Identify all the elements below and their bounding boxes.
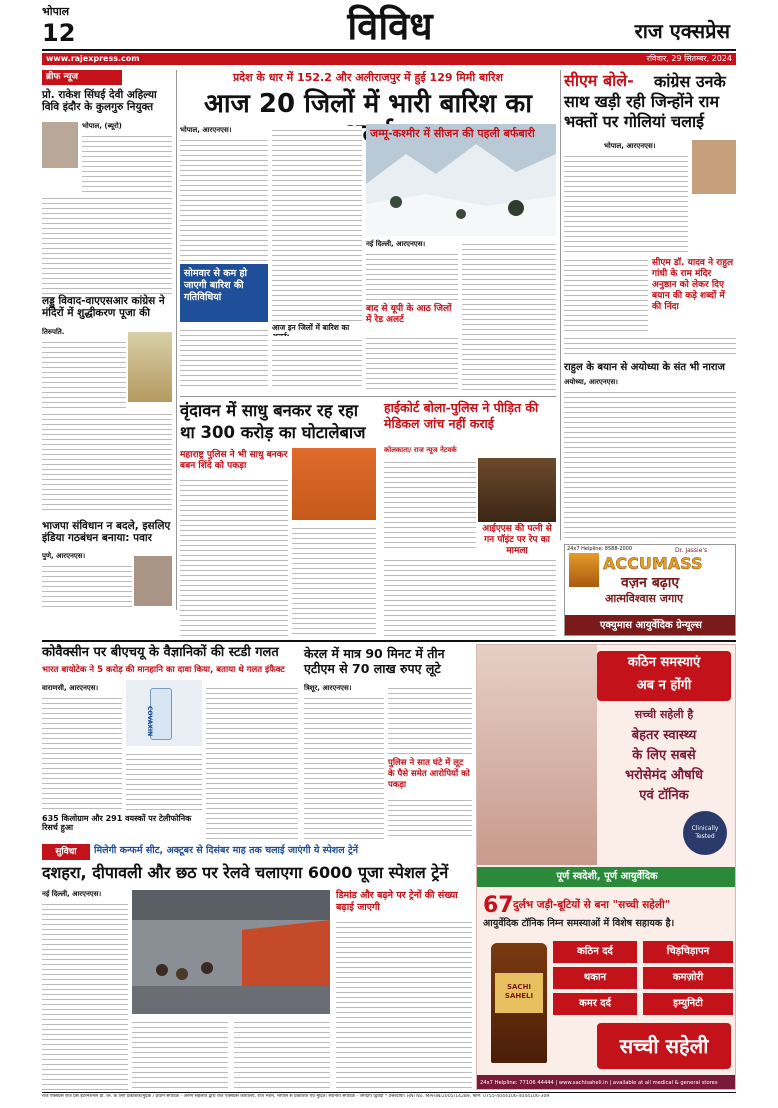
brief-story-1-body-2 [42,194,172,294]
kerala-body-3 [388,796,472,840]
saheli-logo-box [597,1023,731,1069]
lead-body-3 [180,326,268,390]
covaxin-note: 635 किलोग्राम और 291 वयस्कों पर टेलीफोनिक रिसर्च हुआ [42,814,192,833]
cm-story [564,70,736,540]
mid-text: दुर्लभ जड़ी-बूटियों से बना "सच्ची सहेली" [513,899,671,911]
covaxin-body-1 [42,694,122,812]
masthead [0,0,778,66]
hc-story [384,400,556,636]
lead-body-2 [272,126,362,322]
brief-label-text: ब्रीफ न्यूज [46,72,79,82]
covaxin-body-3 [206,684,298,840]
vrindavan-headline: वृंदावन में साधु बनकर रह रहा था 300 करोड़ का घोटालेबाज [180,401,366,442]
accumass-company: एक्युमास आयुर्वेदिक ग्रेन्यूल्स [600,620,702,631]
brief-story-2-place: तिरुपति. [42,328,65,336]
bottle-label [495,973,543,1013]
ailment-3 [553,967,637,989]
ailment-5 [553,993,637,1015]
portrait-photo [42,122,78,168]
accumass-tagline: आत्मविश्वास जगाए [605,592,684,605]
lead-byline: भोपाल, आरएनएस। [180,126,232,134]
lead-box-text: सोमवार से कम हो जाएगी बारिश की गतिविधियां [184,268,248,303]
brief-story-2-title: लड्डू विवाद-वाएएसआर कांग्रेस ने मंदिरों में शुद्धीकरण पूजा की [42,295,165,320]
top-banner [597,651,731,701]
section-title: विविध [347,3,433,48]
train-photo [132,890,330,1014]
top-line-1: कठिन समस्याएं [627,655,701,670]
accumass-company-band [565,615,736,636]
cm-photo [692,140,736,194]
saheli-footer-text: 24x7 Helpline: 77106 44444 | www.sachisaheli.in | available at all medical & general stores [480,1080,718,1086]
sadhu-photo [292,448,376,520]
paper-name: राज एक्सप्रेस [634,19,730,43]
covaxin-story [42,644,298,840]
hc-headline: हाईकोर्ट बोला-पुलिस ने पीड़ित की मेडिकल जांच नहीं कराई [384,400,539,431]
page-number: 12 [42,19,76,47]
accumass-ad[interactable] [564,544,736,636]
hc-body-1 [384,458,476,552]
accumass-tagline-big: वज़न बढ़ाए [621,575,680,591]
mid-text-2: आयुर्वेदिक टॉनिक निम्न समस्याओं में विशेष सहायक है। [483,918,675,929]
cm-kicker: सीएम बोले- [564,71,634,90]
ailment-6-text: इम्युनिटी [673,998,703,1009]
band-text: पूर्ण स्वदेशी, पूर्ण आयुर्वेदिक [556,871,658,882]
vial [150,688,172,740]
saheli-footer [477,1075,736,1090]
masthead-rule [42,49,736,51]
brief-story-1-place: भोपाल, (ब्यूरो) [82,122,122,130]
col-divider [560,70,561,540]
lead-headline: आज 20 जिलों में भारी बारिश का [203,89,532,119]
bottle-text: SACHI SAHELI [504,983,534,1000]
hr [180,396,556,397]
snow-photo [366,124,556,236]
issue-date: रविवार, 29 सितम्बर, 2024 [646,54,732,63]
brief-story-2-body-2 [42,410,172,514]
claim-4: भरोसेमंद औषधि [625,768,703,783]
ailment-5-text: कमर दर्द [579,998,611,1009]
imprint: राज एक्सप्रेस राज प्रेस इंटरनेशनल प्रा. लि. के लिए प्रकाशक/मुद्रक / प्रधान संपादक - अरुण सहलोत द्वारा राज एक्सप्रेस कार्यालय, राज भवन, भोपाल से प्रकाशित एवं मुद्रित। स्थानीय संपादक - जगदीप द्विवेदी * उत्तरदायी। RNI No. MPHIN/2005/14289, फोन: 0755-4044106-4044106-309 [42,1094,550,1099]
lead-box [180,264,268,322]
suvidha-label-text: सुविधा [55,847,77,857]
website-strip [42,53,736,65]
accumass-maker: Dr. Jassie's [675,547,708,554]
imprint-rule [42,1092,736,1093]
gavel-photo [478,458,556,522]
website-link[interactable]: www.rajexpress.com [46,54,140,63]
suvidha-label [42,844,90,860]
clinically-badge [683,811,727,855]
mid-count: 67 [483,893,514,918]
kerala-body-2 [388,684,472,756]
covaxin-vial-photo [126,680,202,746]
snow-photo-caption: जम्मू-कश्मीर में सीजन की पहली बर्फबारी [370,127,535,140]
vrindavan-body-2 [292,524,376,636]
ailment-3-text: थकान [583,972,607,983]
covaxin-sub: भारत बायोटेक ने 5 करोड़ की मानहानि का दावा किया, बताया थे गलत इंफैक्ट [42,665,285,675]
cm-headline: कांग्रेस उनके साथ खड़ी रही जिन्होंने राम भक्तों पर गोलियां चलाई [564,72,726,131]
hr-thick [42,640,736,642]
jk-body-1 [366,250,458,302]
city-label: भोपाल [42,5,70,18]
pawar-photo [134,556,172,606]
brief-label [42,70,122,85]
ailment-2-text: चिड़चिड़ापन [666,946,710,957]
kerala-byline: त्रिशूर, आरएनएस। [304,684,352,692]
claim-2: बेहतर स्वास्थ्य [631,728,697,743]
brief-story-3-title: भाजपा संविधान न बदले, इसलिए इंडिया गठबंधन बनाया: पवार [42,520,171,545]
kerala-story [304,644,472,840]
saheli-logo: सच्ची सहेली [619,1034,709,1058]
covaxin-body-2 [126,750,202,812]
band [477,867,736,887]
brief-story-3-body [42,562,132,608]
cm-story-2-place: अयोध्या, आरएनएस। [564,378,618,386]
kerala-box: पुलिस ने सात घंटे में लूट के पैसे समेत आरोपियों को पकड़ा [388,758,470,790]
suvidha-body-2 [132,1018,228,1090]
suvidha-kicker: मिलेगी कन्फर्म सीट, अक्टूबर से दिसंबर माह तक चलाई जाएंगी ये स्पेशल ट्रेनें [94,845,359,856]
claim-1: सच्ची सहेली है [634,708,694,721]
suvidha-body-4 [336,918,472,1090]
suvidha-box: डिमांड और बढ़ने पर ट्रेनों की संख्या बढ़ाई जाएगी [336,890,458,913]
ailment-4 [643,967,733,989]
accumass-helpline: 24x7 Helpline: 8588-2000 [567,546,633,552]
train-station [132,890,330,1014]
ailment-1 [553,941,637,963]
brief-story-3-place: पुणे, आरएनएस। [42,552,86,560]
top-line-2: अब न होंगी [636,678,692,693]
suvidha-headline: दशहरा, दीपावली और छठ पर रेलवे चलाएगा 6000 पूजा स्पेशल ट्रेनें [42,863,449,882]
suvidha-story [42,844,472,1090]
jk-body-3 [462,240,556,390]
jk-byline: नई दिल्ली, आरएनएस। [366,240,426,248]
model-photo [477,645,597,865]
badge-text: Clinically Tested [691,825,719,840]
vrindavan-story [180,400,376,636]
lead-kicker: प्रदेश के धार में 152.2 और अलीराजपुर में हुई 129 मिमी बारिश [233,71,503,84]
cm-body-1 [564,152,688,252]
temple-photo [128,332,172,402]
lead-subhead: आज इन जिलों में बारिश का [272,323,350,332]
cm-body-3 [564,334,736,358]
col-divider [176,70,177,610]
jk-box [366,304,458,332]
bottle [491,943,547,1063]
vrindavan-body-1 [180,476,288,636]
jk-box-text: बाद से यूपी के आठ जिलों में रेड अलर्ट [366,304,452,325]
claim-3: के लिए सबसे [632,748,696,763]
cm-byline: भोपाल, आरएनएस। [604,142,656,150]
suvidha-byline: नई दिल्ली, आरएनएस। [42,890,102,898]
brief-news-column [42,70,172,610]
ailment-1-text: कठिन दर्द [577,946,613,957]
hc-body-2 [384,556,556,636]
lead-body-1 [180,136,268,262]
suvidha-body-1 [42,900,128,1090]
accumass-brand: ACCUMASS [603,554,703,573]
ailment-2 [643,941,733,963]
kerala-headline: केरल में मात्र 90 मिनट में तीन एटीएम से 70 लाख रुपए लूटे [304,646,445,676]
ailment-grid [553,941,733,1017]
ailment-4-text: कमज़ोरी [672,972,704,983]
cm-story-2-body [564,388,736,540]
cm-story-2-title: राहुल के बयान से अयोध्या के संत भी नाराज [564,362,725,373]
accumass-pack [569,553,599,587]
covaxin-headline: कोवैक्सीन पर बीएचयू के वैज्ञानिकों की स्टडी गलत [42,645,279,660]
covaxin-byline: वाराणसी, आरएनएस। [42,684,99,692]
vial-label: COVAXIN [146,706,153,737]
ailment-6 [643,993,733,1015]
cm-body-2 [564,256,648,332]
brief-story-1-body [82,132,172,192]
hc-caption: आईएएस की पत्नी से गन पॉइंट पर रेप का मामला [482,524,552,556]
jk-body-2 [366,334,458,390]
hc-place: कोलकाता/ राज न्यूज नेटवर्क [384,446,457,454]
cm-quote: सीएम डॉ. यादव ने राहुल गांधी के राम मंदिर अनुष्ठान को लेकर दिए बयान की कड़े शब्दों में की निंदा [652,258,734,312]
lead-body-4 [272,336,362,390]
brief-story-2-body [42,338,126,408]
snow-landscape [366,124,556,236]
suvidha-body-3 [234,1018,330,1090]
vrindavan-sub: महाराष्ट्र पुलिस ने भी साधु बनकर बबन शिंदे को पकड़ा [180,450,288,471]
brief-story-1-title: प्रो. राकेश सिंघई देवी अहिल्या विवि इंदौर के कुलगुरु नियुक्त [42,89,157,114]
saheli-ad[interactable] [476,644,736,1090]
kerala-body-1 [304,694,384,840]
claim-5: एवं टॉनिक [639,788,689,803]
